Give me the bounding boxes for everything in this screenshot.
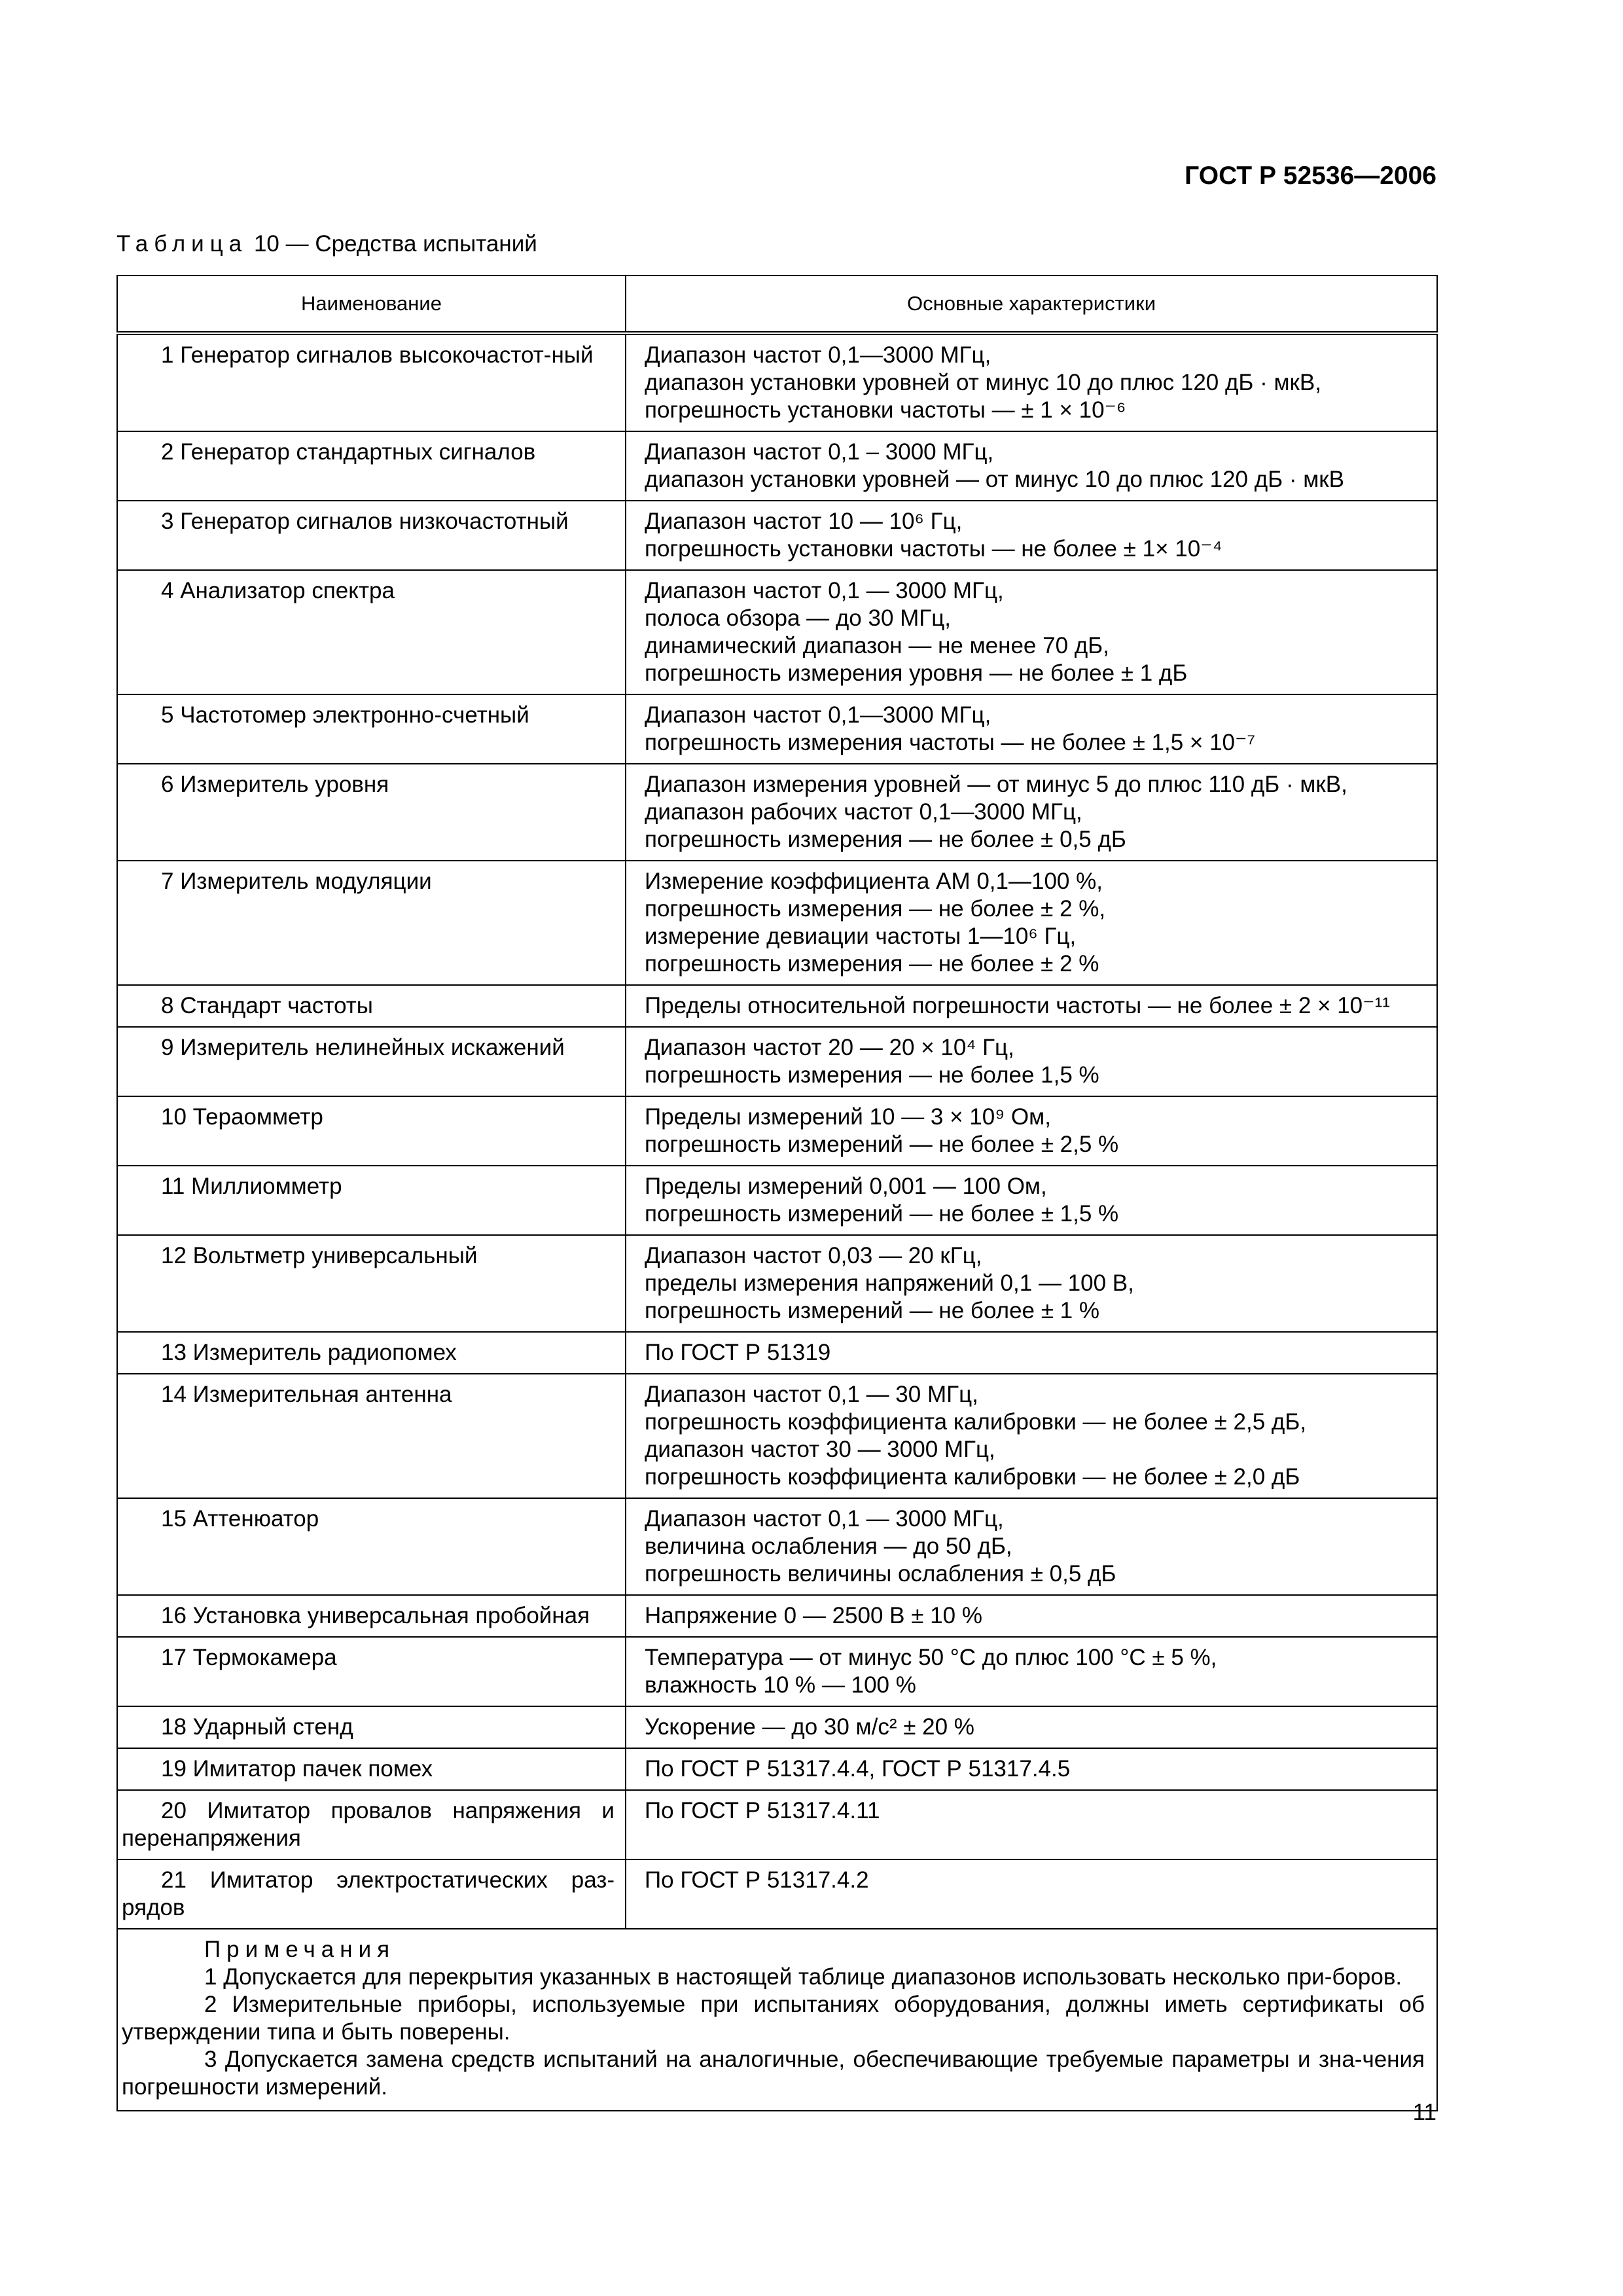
equipment-name-cell xyxy=(117,1027,626,1096)
characteristic-line: погрешность измерения уровня — не более ± 1 дБ xyxy=(645,660,1188,686)
table-row xyxy=(117,501,1437,570)
characteristic-line: погрешность установки частоты — не более ± 1× 10⁻⁴ xyxy=(645,536,1222,562)
equipment-name-cell xyxy=(117,1498,626,1595)
table-row xyxy=(117,333,1437,431)
equipment-name-cell xyxy=(117,1790,626,1859)
table-row xyxy=(117,764,1437,861)
equipment-name-cell xyxy=(117,1706,626,1748)
characteristic-line: Измерение коэффициента АМ 0,1—100 %, xyxy=(645,869,1103,894)
characteristic-line: погрешность величины ослабления ± 0,5 дБ xyxy=(645,1561,1116,1587)
equipment-characteristics-cell xyxy=(626,764,1437,861)
characteristic-line: диапазон установки уровней от минус 10 до плюс 120 дБ · мкВ, xyxy=(645,370,1321,395)
equipment-characteristics-cell xyxy=(626,1706,1437,1748)
equipment-name: 18 Ударный стенд xyxy=(161,1714,353,1740)
equipment-name-cell xyxy=(117,1332,626,1374)
characteristic-line: По ГОСТ Р 51317.4.4, ГОСТ Р 51317.4.5 xyxy=(645,1756,1071,1782)
document-header: ГОСТ Р 52536—2006 xyxy=(1185,162,1436,190)
equipment-characteristics-cell xyxy=(626,1096,1437,1166)
equipment-name-cell xyxy=(117,985,626,1027)
characteristic-line: Напряжение 0 — 2500 В ± 10 % xyxy=(645,1603,982,1628)
equipment-characteristics-cell xyxy=(626,1374,1437,1498)
equipment-characteristics-cell xyxy=(626,1859,1437,1929)
equipment-table xyxy=(116,275,1438,2111)
characteristic-line: динамический диапазон — не менее 70 дБ, xyxy=(645,633,1109,658)
characteristic-line: погрешность коэффициента калибровки — не более ± 2,5 дБ, xyxy=(645,1409,1307,1435)
characteristic-line: погрешность установки частоты — ± 1 × 10⁻⁶ xyxy=(645,397,1126,423)
equipment-name: 9 Измеритель нелинейных искажений xyxy=(161,1035,565,1060)
characteristic-line: измерение девиации частоты 1—10⁶ Гц, xyxy=(645,924,1077,949)
equipment-name: 11 Миллиомметр xyxy=(161,1174,342,1199)
equipment-name: 17 Термокамера xyxy=(161,1645,337,1670)
equipment-name: 4 Анализатор спектра xyxy=(161,578,395,603)
table-row xyxy=(117,694,1437,764)
table-row xyxy=(117,570,1437,694)
characteristic-line: Диапазон частот 20 — 20 × 10⁴ Гц, xyxy=(645,1035,1014,1060)
characteristic-line: погрешность измерений — не более ± 1 % xyxy=(645,1298,1099,1323)
equipment-characteristics-cell xyxy=(626,1595,1437,1637)
equipment-characteristics-cell xyxy=(626,431,1437,501)
equipment-name-cell xyxy=(117,1096,626,1166)
characteristic-line: погрешность измерения — не более ± 2 % xyxy=(645,951,1099,977)
table-row xyxy=(117,1748,1437,1790)
table-body xyxy=(117,333,1437,1929)
characteristic-line: диапазон частот 30 — 3000 МГц, xyxy=(645,1437,995,1462)
characteristic-line: влажность 10 % — 100 % xyxy=(645,1672,916,1698)
table-row xyxy=(117,1790,1437,1859)
equipment-name: 21 Имитатор электростатических раз-рядов xyxy=(122,1867,615,1920)
equipment-name: 14 Измерительная антенна xyxy=(161,1382,452,1407)
column-header-name: Наименование xyxy=(117,276,626,333)
equipment-name-cell xyxy=(117,1748,626,1790)
notes-title: Примечания xyxy=(204,1937,396,1962)
table-row xyxy=(117,861,1437,985)
equipment-characteristics-cell xyxy=(626,1498,1437,1595)
equipment-name: 19 Имитатор пачек помех xyxy=(161,1756,433,1782)
table-row xyxy=(117,1595,1437,1637)
characteristic-line: По ГОСТ Р 51317.4.11 xyxy=(645,1798,880,1823)
equipment-characteristics-cell xyxy=(626,1166,1437,1235)
equipment-name: 8 Стандарт частоты xyxy=(161,993,373,1018)
equipment-name: 3 Генератор сигналов низкочастотный xyxy=(161,509,569,534)
equipment-name-cell xyxy=(117,861,626,985)
equipment-name: 6 Измеритель уровня xyxy=(161,772,389,797)
table-caption-text: 10 — Средства испытаний xyxy=(253,231,537,257)
characteristic-line: Диапазон частот 0,1 — 3000 МГц, xyxy=(645,1506,1004,1532)
equipment-name-cell xyxy=(117,694,626,764)
characteristic-line: Пределы измерений 10 — 3 × 10⁹ Ом, xyxy=(645,1104,1051,1130)
characteristic-line: Диапазон частот 0,1 — 3000 МГц, xyxy=(645,578,1004,603)
characteristic-line: диапазон рабочих частот 0,1—3000 МГц, xyxy=(645,799,1082,825)
table-row xyxy=(117,1859,1437,1929)
equipment-name-cell xyxy=(117,333,626,431)
characteristic-line: погрешность измерений — не более ± 2,5 % xyxy=(645,1132,1119,1157)
characteristic-line: полоса обзора — до 30 МГц, xyxy=(645,605,952,631)
characteristic-line: Ускорение — до 30 м/с² ± 20 % xyxy=(645,1714,974,1740)
table-row xyxy=(117,1235,1437,1332)
equipment-name: 1 Генератор сигналов высокочастот-ный xyxy=(161,342,594,368)
table-row xyxy=(117,1027,1437,1096)
equipment-name-cell xyxy=(117,431,626,501)
table-row xyxy=(117,1166,1437,1235)
equipment-name: 5 Частотомер электронно-счетный xyxy=(161,702,529,728)
equipment-characteristics-cell xyxy=(626,985,1437,1027)
equipment-characteristics-cell xyxy=(626,1790,1437,1859)
notes-cell xyxy=(117,1929,1437,2111)
equipment-characteristics-cell xyxy=(626,333,1437,431)
equipment-name-cell xyxy=(117,1166,626,1235)
characteristic-line: диапазон установки уровней — от минус 10 до плюс 120 дБ · мкВ xyxy=(645,467,1344,492)
note-1: 1 Допускается для перекрытия указанных в настоящей таблице диапазонов использовать несколько при-боров. xyxy=(204,1964,1402,1990)
table-row xyxy=(117,1498,1437,1595)
equipment-name: 16 Установка универсальная пробойная xyxy=(161,1603,590,1628)
equipment-characteristics-cell xyxy=(626,1027,1437,1096)
table-row xyxy=(117,1706,1437,1748)
equipment-name-cell xyxy=(117,570,626,694)
equipment-characteristics-cell xyxy=(626,570,1437,694)
note-2: 2 Измерительные приборы, используемые при испытаниях оборудования, должны иметь сертификаты об утверждении типа и быть поверены. xyxy=(122,1992,1425,2045)
equipment-name: 12 Вольтметр универсальный xyxy=(161,1243,478,1268)
notes-row xyxy=(117,1929,1437,2111)
equipment-name-cell xyxy=(117,764,626,861)
characteristic-line: По ГОСТ Р 51319 xyxy=(645,1340,831,1365)
equipment-name-cell xyxy=(117,1235,626,1332)
table-row xyxy=(117,431,1437,501)
equipment-name-cell xyxy=(117,1637,626,1706)
equipment-name-cell xyxy=(117,1374,626,1498)
equipment-name: 15 Аттенюатор xyxy=(161,1506,319,1532)
table-row xyxy=(117,1637,1437,1706)
equipment-name-cell xyxy=(117,501,626,570)
table-row xyxy=(117,1096,1437,1166)
characteristic-line: погрешность измерения частоты — не более ± 1,5 × 10⁻⁷ xyxy=(645,730,1256,755)
equipment-name-cell xyxy=(117,1595,626,1637)
equipment-characteristics-cell xyxy=(626,694,1437,764)
table-row xyxy=(117,1332,1437,1374)
equipment-characteristics-cell xyxy=(626,1748,1437,1790)
characteristic-line: Диапазон частот 0,1 – 3000 МГц, xyxy=(645,439,994,465)
table-row xyxy=(117,985,1437,1027)
characteristic-line: Диапазон частот 0,1 — 30 МГц, xyxy=(645,1382,978,1407)
equipment-name: 2 Генератор стандартных сигналов xyxy=(161,439,536,465)
equipment-characteristics-cell xyxy=(626,1332,1437,1374)
characteristic-line: Диапазон частот 0,1—3000 МГц, xyxy=(645,342,991,368)
equipment-characteristics-cell xyxy=(626,1637,1437,1706)
characteristic-line: Диапазон измерения уровней — от минус 5 до плюс 110 дБ · мкВ, xyxy=(645,772,1347,797)
equipment-characteristics-cell xyxy=(626,861,1437,985)
page-number: 11 xyxy=(1412,2100,1436,2125)
characteristic-line: погрешность измерения — не более 1,5 % xyxy=(645,1062,1099,1088)
characteristic-line: По ГОСТ Р 51317.4.2 xyxy=(645,1867,869,1893)
characteristic-line: Температура — от минус 50 °С до плюс 100 °С ± 5 %, xyxy=(645,1645,1217,1670)
characteristic-line: Диапазон частот 0,1—3000 МГц, xyxy=(645,702,991,728)
equipment-name-cell xyxy=(117,1859,626,1929)
equipment-characteristics-cell xyxy=(626,1235,1437,1332)
equipment-name: 7 Измеритель модуляции xyxy=(161,869,432,894)
table-caption-label: Таблица xyxy=(116,231,248,257)
equipment-name: 10 Тераомметр xyxy=(161,1104,323,1130)
characteristic-line: пределы измерения напряжений 0,1 — 100 В, xyxy=(645,1270,1134,1296)
characteristic-line: величина ослабления — до 50 дБ, xyxy=(645,1534,1012,1559)
table-row xyxy=(117,1374,1437,1498)
characteristic-line: Диапазон частот 0,03 — 20 кГц, xyxy=(645,1243,982,1268)
characteristic-line: Диапазон частот 10 — 10⁶ Гц, xyxy=(645,509,963,534)
note-3: 3 Допускается замена средств испытаний на аналогичные, обеспечивающие требуемые параметры и зна-чения погрешности измерений. xyxy=(122,2047,1425,2100)
characteristic-line: Пределы относительной погрешности частоты — не более ± 2 × 10⁻¹¹ xyxy=(645,993,1390,1018)
equipment-name: 20 Имитатор провалов напряжения и перенапряжения xyxy=(122,1798,615,1851)
characteristic-line: погрешность коэффициента калибровки — не более ± 2,0 дБ xyxy=(645,1464,1300,1490)
characteristic-line: погрешность измерения — не более ± 0,5 дБ xyxy=(645,827,1126,852)
table-caption xyxy=(116,231,537,257)
table-header-row xyxy=(117,276,1437,333)
equipment-characteristics-cell xyxy=(626,501,1437,570)
characteristic-line: Пределы измерений 0,001 — 100 Ом, xyxy=(645,1174,1047,1199)
equipment-name: 13 Измеритель радиопомех xyxy=(161,1340,457,1365)
column-header-characteristics: Основные характеристики xyxy=(626,276,1437,333)
characteristic-line: погрешность измерений — не более ± 1,5 % xyxy=(645,1201,1119,1227)
characteristic-line: погрешность измерения — не более ± 2 %, xyxy=(645,896,1106,922)
